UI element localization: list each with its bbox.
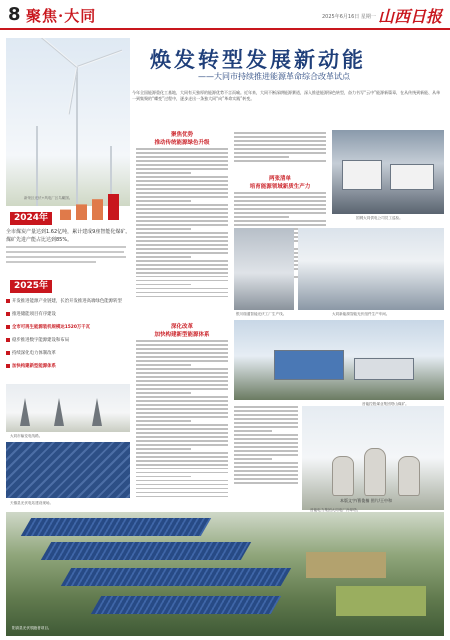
subheadline: ——大同市持续推进能源革命综合改革试点	[198, 72, 350, 81]
text-line	[234, 216, 289, 218]
text-line	[6, 261, 96, 263]
text-line	[136, 164, 228, 166]
section-title: 聚焦·大同	[26, 7, 97, 25]
text-line	[234, 148, 326, 150]
lede-paragraph	[132, 90, 444, 102]
text-line	[234, 474, 298, 476]
text-line	[136, 436, 228, 438]
text-line	[234, 204, 326, 206]
text-line	[136, 416, 228, 418]
text-line	[234, 422, 298, 424]
solar-array	[21, 518, 211, 536]
text-line	[136, 356, 228, 358]
chart-bar	[76, 204, 87, 220]
text-line	[136, 352, 228, 354]
text-line	[136, 168, 228, 170]
photo-caption: 大同市输变电线路。	[10, 434, 43, 438]
plant-building	[274, 350, 344, 380]
body-text	[234, 132, 326, 162]
text-line	[136, 488, 228, 490]
equipment-rack	[390, 164, 434, 190]
stat-text: 全市煤炭产量达到1.62亿吨，累计建成9座智能化煤矿。	[6, 229, 131, 235]
text-line	[136, 388, 228, 390]
bullet-icon	[6, 364, 10, 368]
text-line	[136, 224, 228, 226]
page-header	[0, 0, 450, 30]
list-item	[6, 324, 130, 330]
text-line	[234, 196, 326, 198]
solar-site-photo	[6, 442, 130, 498]
bullet-text: 稳步推进数字能源建设和布局	[12, 338, 70, 343]
text-line	[136, 288, 228, 290]
text-line	[136, 384, 228, 386]
text-line	[136, 456, 228, 458]
article-column-2c	[234, 404, 298, 486]
list-item	[6, 311, 130, 317]
stat-coal-output	[6, 228, 131, 235]
cooling-tower	[332, 456, 354, 496]
text-line	[234, 192, 326, 194]
text-line	[6, 246, 126, 248]
masthead-logo: 山西日报	[378, 7, 443, 26]
text-line	[6, 256, 126, 258]
text-line	[136, 200, 191, 202]
text-line	[136, 340, 228, 342]
text-line	[136, 476, 191, 478]
chart-bar	[92, 199, 103, 220]
text-line	[136, 180, 228, 182]
solar-panel-factory-photo	[298, 228, 444, 310]
text-line	[136, 284, 191, 286]
text-line	[136, 444, 228, 446]
turbine-blade	[40, 38, 78, 68]
text-line	[136, 252, 228, 254]
bullet-icon	[6, 338, 10, 342]
text-line	[136, 404, 228, 406]
text-line	[136, 264, 228, 266]
text-line	[136, 236, 228, 238]
text-line	[136, 172, 191, 174]
text-line	[234, 220, 326, 222]
section3-title: 两张清单 培育能源领域新质生产力	[249, 176, 311, 190]
wind-turbine-photo	[6, 38, 130, 206]
text-line	[136, 424, 228, 426]
article-column-1	[136, 130, 228, 300]
text-line	[234, 478, 298, 480]
bullet-icon	[6, 312, 10, 316]
text-line	[136, 148, 228, 150]
text-line	[136, 472, 228, 474]
text-line	[136, 492, 228, 494]
text-line	[234, 426, 298, 428]
bullet-icon	[6, 299, 10, 303]
text-line	[234, 434, 298, 436]
lede-text: 今年全国能源重化工基地，大同有天独厚的能源优势不言而喻。近年来，大同不断深耕能源赛道，深入推进能源绿色转型，奋力书写“云中”能源新篇章，在从传统到新能、从单一到集聚的“蝶变”过程中，逐步走出一条独大同“向”革命实践”转变。	[132, 90, 441, 101]
text-line	[234, 458, 272, 460]
text-line	[136, 460, 228, 462]
text-line	[234, 446, 298, 448]
text-line	[136, 160, 228, 162]
text-line	[136, 152, 228, 154]
turbine-tower	[76, 66, 78, 206]
photo-caption: 晋能电力集团大同电厂冷却塔。	[310, 508, 361, 512]
text-line	[136, 188, 228, 190]
text-line	[136, 272, 228, 274]
equipment-rack	[342, 160, 382, 190]
text-line	[136, 360, 228, 362]
cooling-tower-photo	[302, 406, 444, 510]
text-line	[234, 442, 298, 444]
list-item	[6, 337, 130, 343]
photo-caption: 天镇县光伏电站建设现场。	[10, 501, 54, 505]
text-line	[136, 292, 228, 294]
text-line	[136, 220, 228, 222]
coal-output-bar-chart	[60, 194, 124, 220]
issue-date: 2025年6月16日 星期一	[322, 14, 376, 20]
text-line	[136, 496, 228, 498]
text-line	[136, 256, 191, 258]
bullet-text: 推进储能项目有序建设	[12, 312, 56, 317]
text-line	[136, 448, 191, 450]
list-item	[6, 363, 130, 369]
text-line	[234, 410, 298, 412]
text-line	[136, 432, 228, 434]
cooling-tower	[398, 456, 420, 496]
text-line	[136, 372, 228, 374]
text-line	[136, 268, 228, 270]
stat-advanced-capacity	[6, 236, 128, 243]
solar-array	[61, 568, 291, 586]
text-line	[136, 428, 228, 430]
text-line	[234, 450, 298, 452]
solar-array	[91, 596, 281, 614]
text-line	[136, 412, 228, 414]
text-line	[136, 452, 228, 454]
text-line	[136, 240, 228, 242]
page-number: 8	[8, 4, 21, 25]
body-text	[234, 406, 298, 484]
bullet-text: 持续深化电力体制改革	[12, 351, 56, 356]
farm-field	[336, 586, 426, 616]
headline: 焕发转型发展新动能	[150, 48, 366, 72]
text-line	[234, 200, 326, 202]
text-line	[136, 176, 228, 178]
text-line	[234, 462, 298, 464]
text-line	[234, 454, 298, 456]
pylon-icon	[54, 398, 64, 426]
chart-bar	[108, 194, 119, 220]
photo-caption: 大同新能源智能光伏组件生产车间。	[332, 312, 390, 316]
power-line-photo	[6, 384, 130, 432]
text-line	[234, 144, 326, 146]
worker-photo	[234, 228, 294, 310]
text-line	[234, 156, 289, 158]
stat-text: 煤矿先进产能占比达到85%。	[6, 237, 73, 243]
section2-title: 深化改革 加快构建新型能源体系	[154, 324, 210, 338]
year-tag-2025: 2025年	[10, 280, 52, 293]
cooling-tower	[364, 448, 386, 496]
coal-plant-photo	[234, 320, 444, 400]
photo-caption: 阳高县光伏领跑者项目。	[12, 626, 52, 630]
year-tag-2024: 2024年	[10, 212, 52, 225]
solar-array	[41, 542, 251, 560]
text-line	[234, 430, 272, 432]
text-line	[136, 156, 228, 158]
text-line	[136, 408, 228, 410]
photo-caption: 晋能控股煤业集团塔山煤矿。	[362, 402, 409, 406]
text-line	[136, 192, 228, 194]
text-line	[136, 260, 228, 262]
text-line	[234, 438, 298, 440]
text-line	[136, 344, 228, 346]
text-line	[234, 136, 326, 138]
text-line	[136, 484, 228, 486]
photo-caption: 新荣区光伏+风电厂区鸟瞰图。	[24, 196, 73, 200]
text-line	[136, 244, 228, 246]
text-line	[136, 276, 228, 278]
text-line	[136, 392, 191, 394]
article-column-1b	[136, 322, 228, 500]
text-line	[136, 464, 228, 466]
text-line	[136, 296, 228, 298]
body-text	[136, 340, 228, 497]
text-line	[234, 212, 326, 214]
text-line	[234, 140, 326, 142]
text-line	[234, 418, 298, 420]
text-line	[136, 380, 228, 382]
text-line	[234, 406, 298, 408]
text-line	[136, 480, 228, 482]
text-line	[136, 400, 228, 402]
bullet-text: 加快构建新型能源体系	[12, 364, 56, 369]
text-line	[136, 212, 228, 214]
list-item	[6, 298, 130, 304]
text-line	[136, 364, 191, 366]
bullet-icon	[6, 325, 10, 329]
photo-caption: 国网大同供电公司员工巡检。	[356, 216, 403, 220]
text-line	[136, 468, 228, 470]
pylon-icon	[20, 398, 30, 426]
text-line	[136, 348, 228, 350]
text-line	[136, 208, 228, 210]
text-line	[136, 248, 228, 250]
text-line	[234, 482, 298, 484]
bullet-text: 全市可再生能源装机规模达1520万千瓦	[12, 325, 91, 330]
text-line	[234, 208, 326, 210]
text-line	[136, 232, 228, 234]
body-text	[136, 148, 228, 297]
text-line	[136, 420, 191, 422]
text-line	[234, 466, 298, 468]
photo-caption: 银川瑞通智能光伏工厂生产线。	[236, 312, 287, 316]
solar-field-aerial-photo	[6, 512, 444, 636]
text-line	[234, 152, 326, 154]
text-line	[234, 132, 326, 134]
bullet-text: 开发推进能源产业链建，长治开发推进高端绿色能源转型	[12, 299, 122, 304]
text-line	[234, 414, 298, 416]
text-line	[136, 204, 228, 206]
text-line	[234, 160, 326, 162]
text-line	[136, 440, 228, 442]
text-line	[136, 196, 228, 198]
pylon-icon	[92, 398, 102, 426]
plant-building	[354, 358, 414, 380]
text-line	[6, 251, 124, 253]
text-line	[136, 228, 191, 230]
farm-field	[306, 552, 386, 578]
text-line	[136, 368, 228, 370]
text-line	[136, 376, 228, 378]
credit-line: 本版文字/曹俊楠 图片/王中和	[340, 498, 392, 503]
text-line	[234, 224, 326, 226]
text-line	[136, 216, 228, 218]
text-line	[136, 280, 228, 282]
turbine-tower	[36, 126, 38, 206]
section1-title: 聚焦优势 推动传统能源绿色升级	[154, 132, 210, 146]
chart-bar	[60, 210, 71, 220]
turbine-blade	[77, 50, 123, 68]
article-column-2	[234, 130, 326, 164]
factory-photo	[332, 130, 444, 214]
text-line	[136, 184, 228, 186]
bullet-icon	[6, 351, 10, 355]
text-line	[234, 470, 298, 472]
text-line	[136, 396, 228, 398]
list-item	[6, 350, 130, 356]
